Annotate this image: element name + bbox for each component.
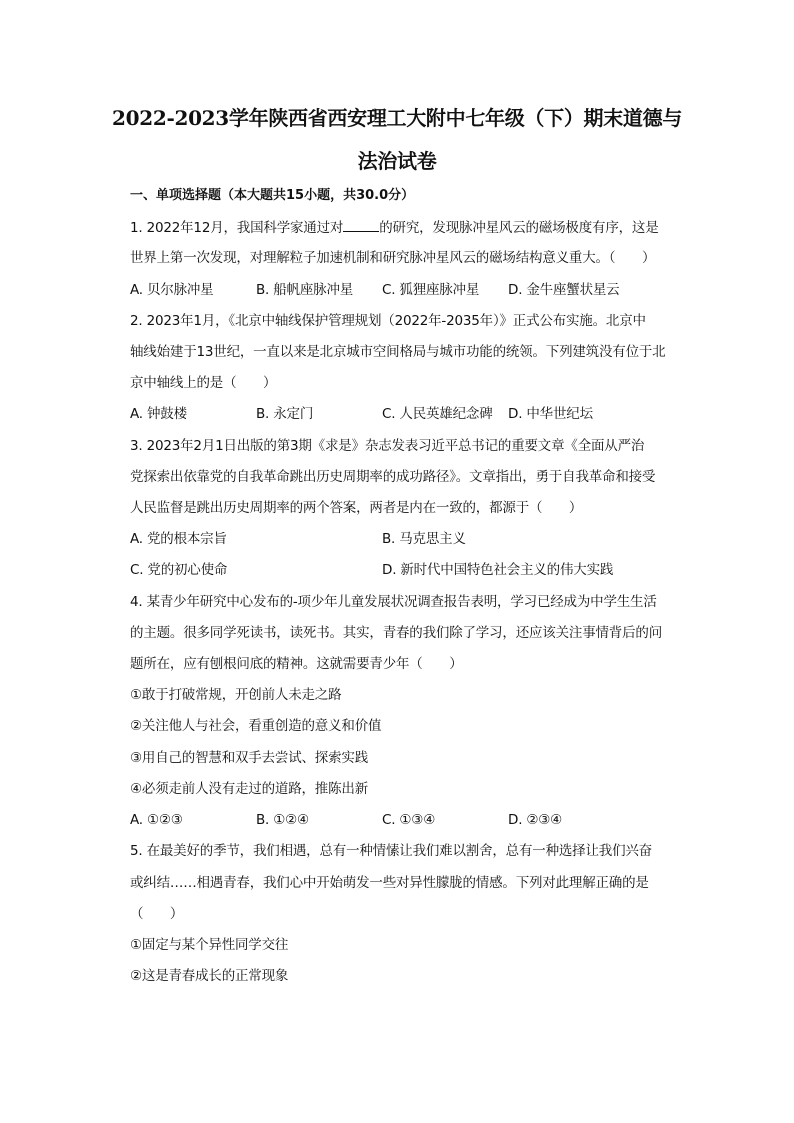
question-4-statement-1: ①敢于打破常规，开创前人未走之路 (130, 687, 342, 703)
question-4-option-b: B. ①②④ (256, 812, 309, 828)
section-heading: 一、单项选择题（本大题共15小题，共30.0分） (130, 188, 415, 203)
question-2-option-d: D. 中华世纪坛 (508, 406, 593, 422)
question-3-option-c: C. 党的初心使命 (130, 562, 228, 578)
question-1-text-a: 1. 2022年12月，我国科学家通过对 (130, 220, 344, 236)
question-5-line-2: 或纠结……相遇青春，我们心中开始萌发一些对异性朦胧的情感。下列对此理解正确的是 (130, 875, 649, 891)
question-2-option-a: A. 钟鼓楼 (130, 406, 187, 422)
question-2-line-1: 2. 2023年1月，《北京中轴线保护管理规划（2022年-2035年）》正式公布实施。北京中 (130, 313, 646, 329)
exam-title-line-1: 2022-2023学年陕西省西安理工大附中七年级（下）期末道德与 (111, 106, 683, 130)
question-4-option-a: A. ①②③ (130, 812, 183, 828)
exam-title-line-2: 法治试卷 (357, 149, 437, 173)
question-2-option-b: B. 永定门 (256, 406, 314, 422)
question-3-option-a: A. 党的根本宗旨 (130, 531, 227, 547)
question-4-line-2: 的主题。很多同学死读书，读死书。其实，青春的我们除了学习，还应该关注事情背后的问 (130, 625, 662, 641)
question-2-option-c: C. 人民英雄纪念碑 (382, 406, 493, 422)
question-3-line-1: 3. 2023年2月1日出版的第3期《求是》杂志发表习近平总书记的重要文章《全面从严治 (130, 438, 645, 454)
question-5-line-1: 5. 在最美好的季节，我们相遇，总有一种情愫让我们难以割舍，总有一种选择让我们兴奋 (130, 843, 652, 859)
question-2-line-2: 轴线始建于13世纪，一直以来是北京城市空间格局与城市功能的统领。下列建筑没有位于北 (130, 344, 666, 360)
question-1-line-1 (130, 217, 659, 238)
question-4-statement-4: ④必须走前人没有走过的道路，推陈出新 (130, 781, 369, 797)
question-1-line-2: 世界上第一次发现，对理解粒子加速机制和研究脉冲星风云的磁场结构意义重大。（ ） (130, 250, 656, 266)
question-1-option-b: B. 船帆座脉冲星 (256, 282, 354, 298)
question-4-option-c: C. ①③④ (382, 812, 436, 828)
question-1-option-a: A. 贝尔脉冲星 (130, 282, 214, 298)
question-1-option-c: C. 狐狸座脉冲星 (382, 282, 480, 298)
question-1-text-b: 的研究，发现脉冲星风云的磁场极度有序，这是 (379, 220, 659, 236)
question-1-option-d: D. 金牛座蟹状星云 (508, 282, 620, 298)
question-3-line-2: 党探索出依靠党的自我革命跳出历史周期率的成功路径》。文章指出，勇于自我革命和接受 (130, 469, 656, 485)
question-4-line-3: 题所在，应有刨根问底的精神。这就需要青少年（ ） (130, 656, 463, 672)
question-4-option-d: D. ②③④ (508, 812, 563, 828)
answer-blank (343, 217, 379, 232)
question-4-statement-3: ③用自己的智慧和双手去尝试、探索实践 (130, 750, 369, 766)
question-5-line-3: （ ） (130, 906, 184, 922)
question-2-line-3: 京中轴线上的是（ ） (130, 375, 277, 391)
question-5-statement-1: ①固定与某个异性同学交往 (130, 937, 289, 953)
question-3-option-b: B. 马克思主义 (382, 531, 466, 547)
question-5-statement-2: ②这是青春成长的正常现象 (130, 968, 289, 984)
question-3-option-d: D. 新时代中国特色社会主义的伟大实践 (382, 562, 614, 578)
question-4-line-1: 4. 某青少年研究中心发布的-项少年儿童发展状况调查报告表明，学习已经成为中学生生活 (130, 594, 657, 610)
question-4-statement-2: ②关注他人与社会，看重创造的意义和价值 (130, 718, 382, 734)
question-3-line-3: 人民监督是跳出历史周期率的两个答案，两者是内在一致的，都源于（ ） (130, 500, 583, 516)
